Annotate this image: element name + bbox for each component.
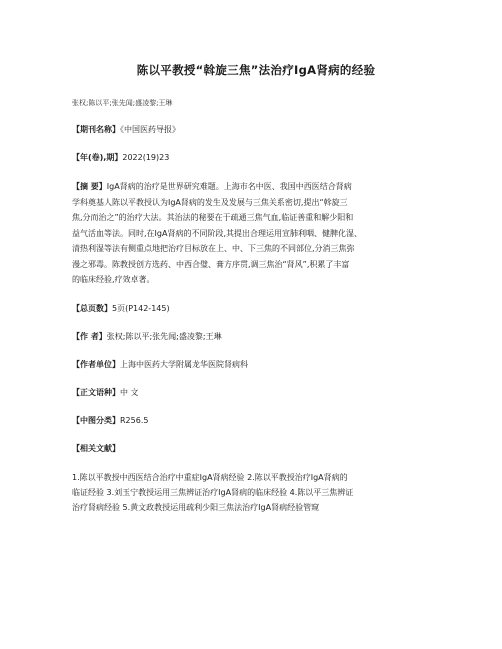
related-list bbox=[72, 470, 440, 515]
affiliation-label: 【作者单位】 bbox=[72, 359, 120, 369]
journal-value: 《中国医药导报》 bbox=[120, 125, 180, 134]
year-issue-value: 2022(19)23 bbox=[122, 153, 170, 162]
language-field bbox=[72, 386, 440, 400]
pages-label: 【总页数】 bbox=[72, 303, 112, 313]
abstract-text: IgA肾病的治疗是世界研究难题。上海市名中医、我国中西医结合肾病 bbox=[106, 182, 352, 191]
document-title: 陈以平教授“斡旋三焦”法治疗IgA肾病的经验 bbox=[136, 63, 376, 77]
related-line: 临证经验 3.刘玉宁教授运用三焦辨证治疗IgA肾病的临床经验 4.陈以平三焦辨证 bbox=[72, 487, 354, 497]
abstract-line bbox=[72, 179, 440, 195]
abstract-line: 清热利湿等法有侧重点地把治疗目标放在上、中、下三焦的不同部位,分消三焦弥 bbox=[72, 244, 355, 253]
abstract-line: 益气活血等法。同时,在IgA肾病的不同阶段,其提出合理运用宣肺利咽、健脾化湿、 bbox=[72, 228, 362, 238]
author-line: 张权;陈以平;张先闻;盛凌黎;王琳 bbox=[72, 99, 173, 107]
authors-value: 张权;陈以平;张先闻;盛凌黎;王琳 bbox=[106, 331, 222, 341]
classification-field bbox=[72, 414, 440, 428]
related-line: 1.陈以平教授中西医结合治疗中重症IgA肾病经验 2.陈以平教授治疗IgA肾病的 bbox=[72, 472, 348, 482]
authors-field bbox=[72, 330, 440, 344]
related-line: 治疗肾病经验 5.黄文政教授运用疏利少阳三焦法治疗IgA肾病经验管窥 bbox=[72, 502, 320, 512]
abstract-line: 漫之邪毒。陈教授创方选药、中西合璧、膏方序贯,调三焦治“肾风”,积累了丰富 bbox=[72, 259, 350, 269]
affiliation-field bbox=[72, 358, 440, 372]
classification-label: 【中图分类】 bbox=[72, 415, 120, 425]
abstract-field bbox=[72, 179, 440, 288]
affiliation-value: 上海中医药大学附属龙华医院肾病科 bbox=[120, 359, 248, 369]
journal-label: 【期刊名称】 bbox=[72, 125, 120, 134]
pages-value: 5页(P142-145) bbox=[112, 303, 170, 313]
authors-label: 【作 者】 bbox=[72, 331, 107, 341]
abstract-line: 的临床经验,疗效卓著。 bbox=[72, 275, 155, 284]
abstract-line: 焦,分而治之”的治疗大法。其治法的秘要在于疏通三焦气血,临证善重和解少阳和 bbox=[72, 213, 354, 222]
language-value: 中 文 bbox=[120, 387, 139, 397]
journal-field bbox=[72, 123, 440, 137]
year-issue-label: 【年(卷),期】 bbox=[72, 153, 123, 162]
year-issue-field bbox=[72, 151, 440, 165]
pages-field bbox=[72, 302, 440, 316]
abstract-line: 学科奠基人陈以平教授认为IgA肾病的发生及发展与三焦关系密切,提出“斡旋三 bbox=[72, 197, 348, 207]
language-label: 【正文语种】 bbox=[72, 387, 120, 397]
related-field bbox=[72, 442, 440, 456]
related-label: 【相关文献】 bbox=[72, 443, 120, 453]
classification-value: R256.5 bbox=[120, 415, 149, 425]
abstract-label: 【摘 要】 bbox=[72, 182, 107, 191]
